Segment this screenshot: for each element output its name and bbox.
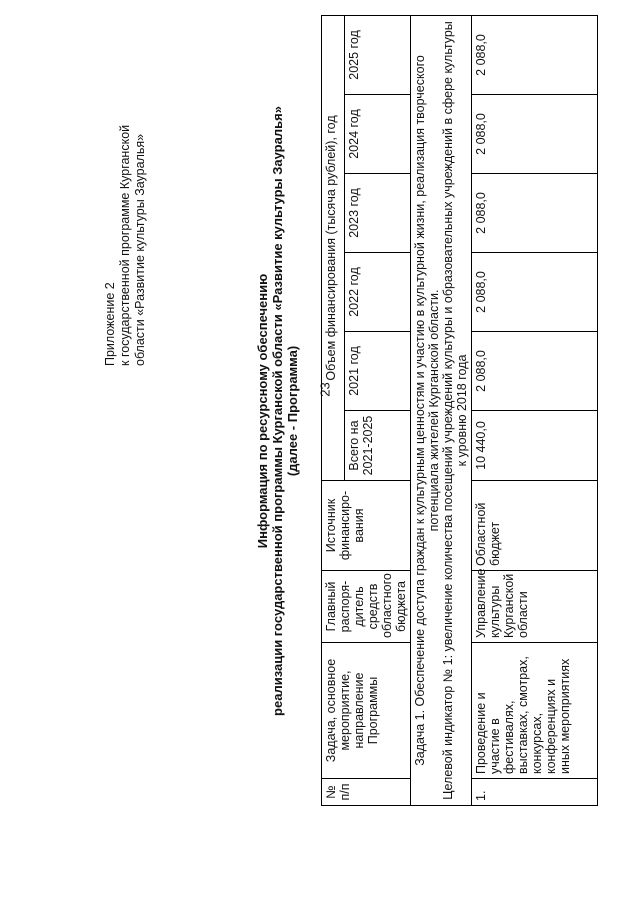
cell-2024: 2 088,0 (472, 95, 598, 174)
table-row (472, 15, 598, 805)
task-text: Задача 1. Обеспечение доступа граждан к культурным ценностям и участию в культурной жизни, реализация творческого потенциала жителей Курганской области. (413, 55, 441, 766)
cell-task: Проведение и участие в фестивалях, выставках, смотрах, конкурсах, конференциях и иных мероприятиях (472, 643, 598, 779)
title-line-3: (далее - Программа) (285, 345, 300, 477)
cell-2023: 2 088,0 (472, 174, 598, 253)
cell-2022: 2 088,0 (472, 253, 598, 332)
funding-table (321, 15, 598, 806)
document-title (255, 16, 300, 806)
appendix-line-2: к государственной программе Курганской (118, 124, 132, 366)
header-task: Задача, основное мероприятие, направление Программы (322, 643, 411, 779)
cell-num: 1. (472, 779, 598, 806)
rotated-page-content (103, 16, 572, 806)
cell-manager: Управление культуры Курганской области (472, 571, 598, 643)
header-2023: 2023 год (345, 174, 411, 253)
header-row-1 (322, 15, 345, 805)
cell-2021: 2 088,0 (472, 332, 598, 411)
header-source: Источник финансиро-вания (322, 481, 411, 571)
title-line-1: Информация по ресурсному обеспечению (255, 273, 270, 549)
indicator-text: Целевой индикатор № 1: увеличение количества посещений учреждений культуры и образовательных учреждений в сфере культуры к уровню 2018 года (441, 21, 469, 800)
page-number: 23 (317, 382, 333, 397)
task-cell (411, 15, 472, 805)
header-2025: 2025 год (345, 15, 411, 94)
appendix-line-3: области «Развитие культуры Зауралья» (133, 133, 147, 366)
appendix-line-1: Приложение 2 (103, 282, 117, 366)
header-volume: Объем финансирования (тысяча рублей), год (322, 15, 345, 480)
cell-total: 10 440,0 (472, 411, 598, 481)
header-num: № п/п (322, 779, 411, 806)
appendix-header (103, 16, 148, 366)
title-line-2: реализации государственной программы Курганской области «Развитие культуры Зауралья» (270, 106, 285, 716)
header-manager: Главный распоря-дитель средств областного бюджета (322, 571, 411, 643)
header-2024: 2024 год (345, 95, 411, 174)
cell-2025: 2 088,0 (472, 15, 598, 94)
task-row (411, 15, 472, 805)
cell-source: Областной бюджет (472, 481, 598, 571)
header-2022: 2022 год (345, 253, 411, 332)
header-total: Всего на 2021-2025 (345, 411, 411, 481)
header-2021: 2021 год (345, 332, 411, 411)
